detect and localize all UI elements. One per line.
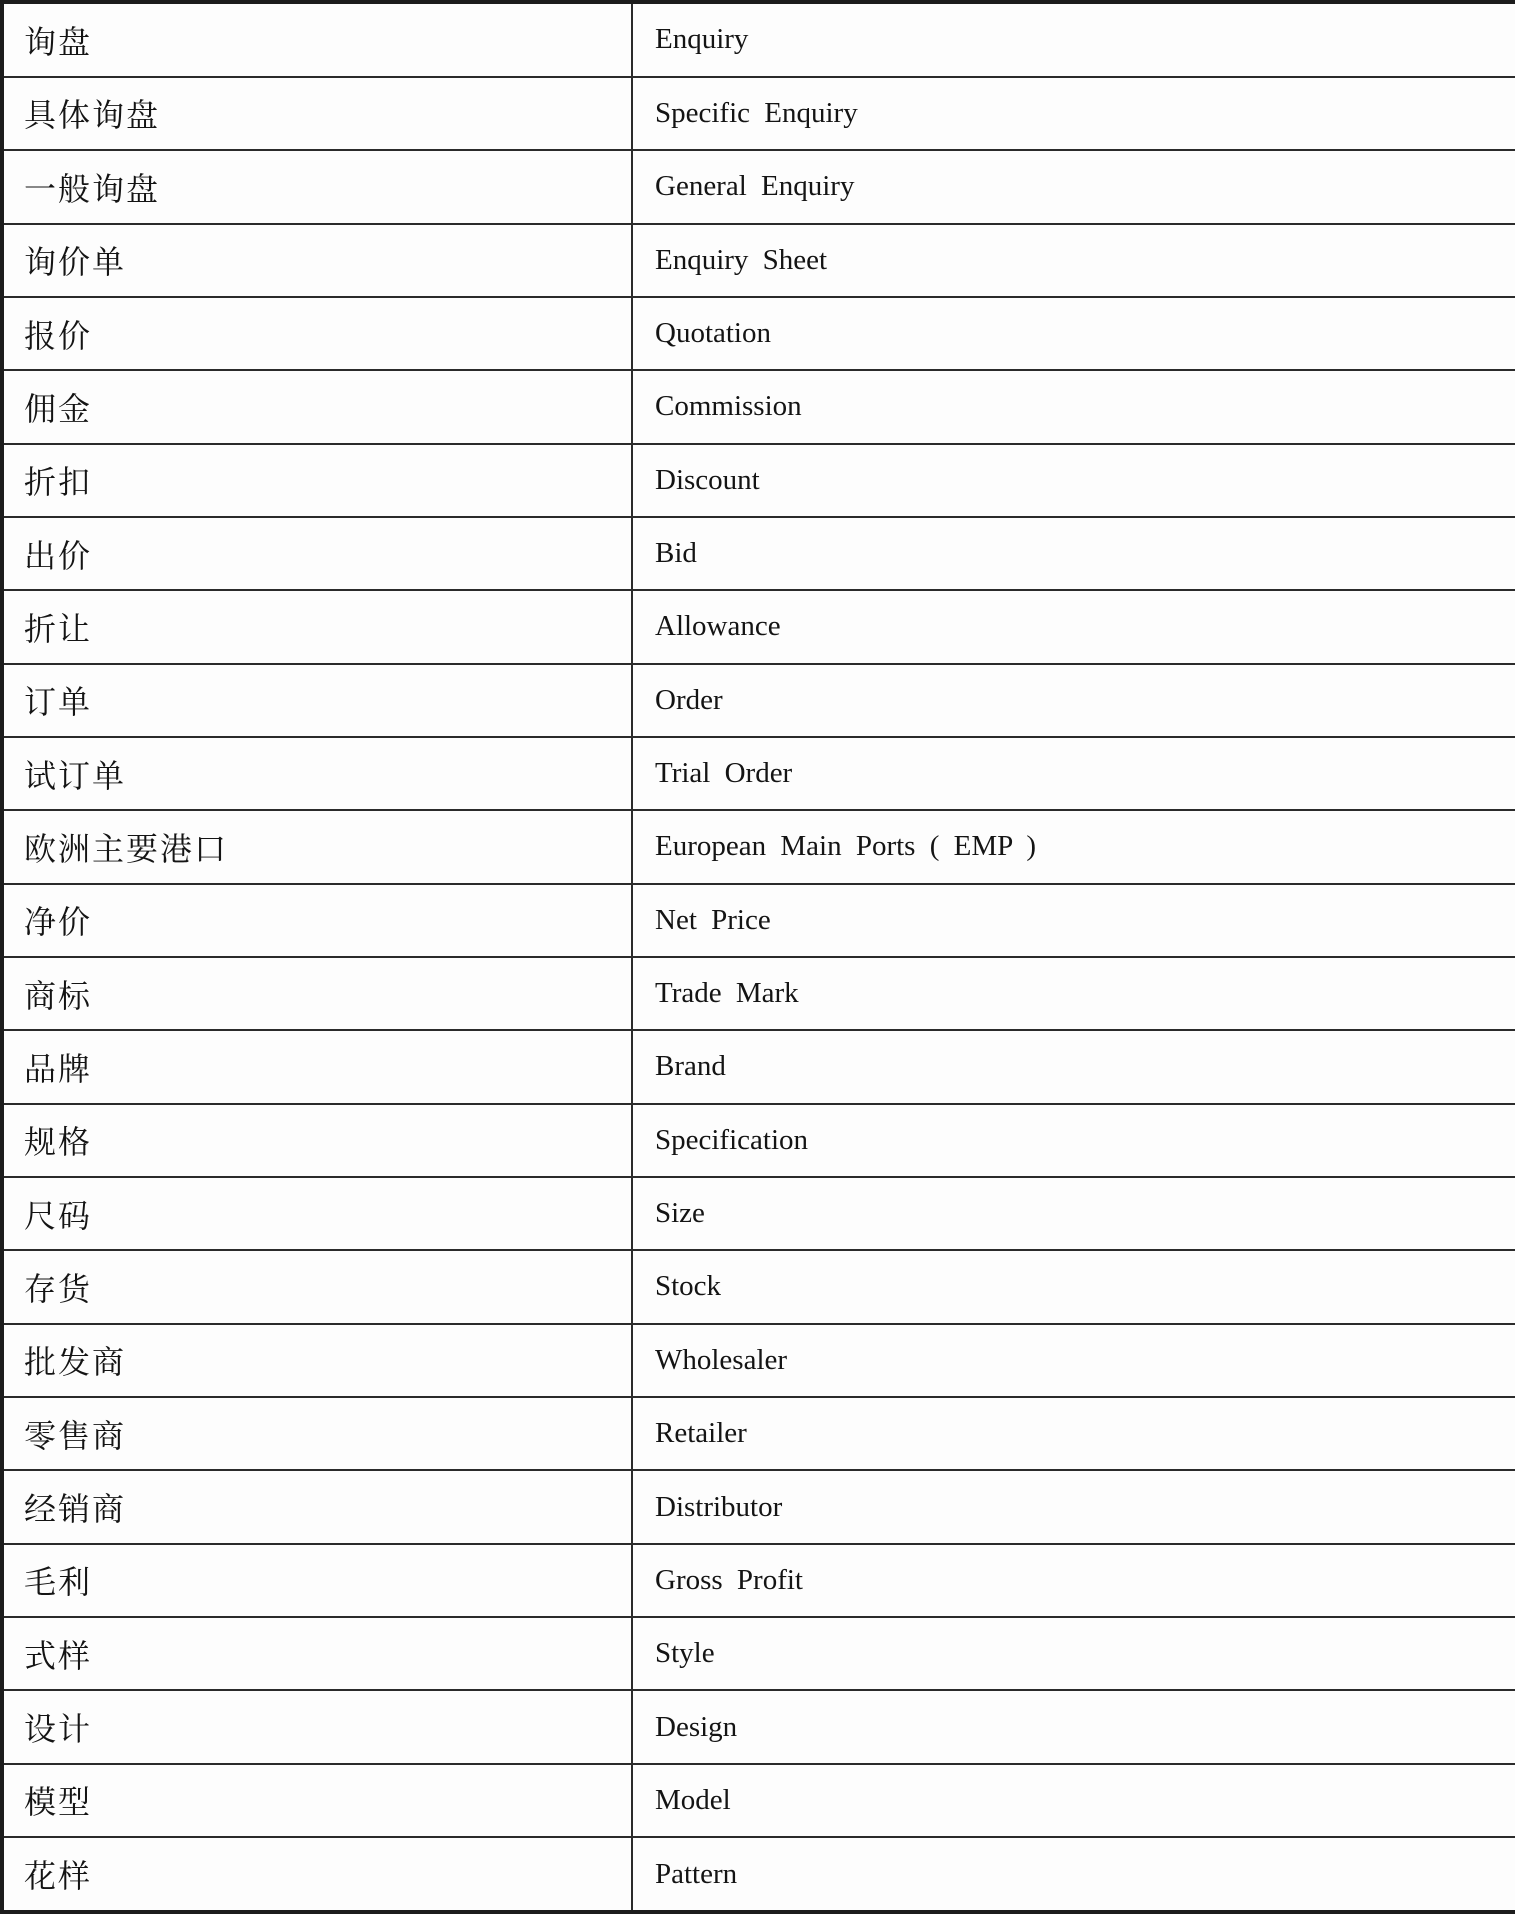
chinese-term-cell: [2, 1397, 632, 1470]
chinese-term: 毛利: [24, 1564, 93, 1601]
english-term: Size: [655, 1197, 705, 1230]
chinese-term: 一般询盘: [24, 170, 161, 207]
chinese-term-cell: [2, 224, 632, 297]
english-term: Quotation: [655, 317, 771, 350]
chinese-term: 批发商: [24, 1344, 127, 1381]
glossary-table-body: [2, 2, 1515, 1912]
chinese-term-cell: [2, 810, 632, 883]
chinese-term-cell: [2, 77, 632, 150]
english-term: Model: [655, 1783, 731, 1816]
english-term: Net Price: [655, 903, 771, 936]
english-term-cell: [632, 590, 1515, 663]
english-term-cell: [632, 444, 1515, 517]
chinese-term: 询盘: [24, 23, 93, 60]
table-row: [2, 1177, 1515, 1250]
english-term-cell: [632, 1690, 1515, 1763]
english-term-cell: [632, 1764, 1515, 1837]
chinese-term-cell: [2, 1837, 632, 1912]
chinese-term: 具体询盘: [24, 97, 161, 134]
english-term-cell: [632, 957, 1515, 1030]
chinese-term-cell: [2, 1104, 632, 1177]
chinese-term: 经销商: [24, 1491, 127, 1528]
english-term-cell: [632, 1837, 1515, 1912]
table-row: [2, 1250, 1515, 1323]
chinese-term-cell: [2, 1617, 632, 1690]
chinese-term-cell: [2, 664, 632, 737]
english-term-cell: [632, 150, 1515, 223]
chinese-term: 模型: [24, 1784, 93, 1821]
table-row: [2, 517, 1515, 590]
english-term: Gross Profit: [655, 1563, 803, 1596]
english-term: Stock: [655, 1270, 722, 1303]
english-term-cell: [632, 370, 1515, 443]
chinese-term-cell: [2, 1324, 632, 1397]
english-term: European Main Ports ( EMP ): [655, 830, 1037, 863]
english-term: General Enquiry: [655, 170, 855, 203]
table-row: [2, 150, 1515, 223]
chinese-term: 尺码: [24, 1197, 93, 1234]
chinese-term-cell: [2, 957, 632, 1030]
english-term-cell: [632, 1324, 1515, 1397]
chinese-term-cell: [2, 1764, 632, 1837]
chinese-term-cell: [2, 1470, 632, 1543]
table-row: [2, 664, 1515, 737]
english-term-cell: [632, 2, 1515, 77]
english-term-cell: [632, 1544, 1515, 1617]
english-term: Discount: [655, 463, 760, 496]
chinese-term: 试订单: [24, 757, 127, 794]
english-term-cell: [632, 1617, 1515, 1690]
table-row: [2, 1617, 1515, 1690]
english-term: Commission: [655, 390, 802, 423]
table-row: [2, 1470, 1515, 1543]
chinese-term: 折扣: [24, 464, 93, 501]
english-term-cell: [632, 884, 1515, 957]
english-term: Style: [655, 1637, 715, 1670]
english-term: Wholesaler: [655, 1343, 788, 1376]
chinese-term-cell: [2, 1690, 632, 1763]
chinese-term: 式样: [24, 1637, 93, 1674]
chinese-term: 出价: [24, 537, 93, 574]
chinese-term: 订单: [24, 684, 93, 721]
table-row: [2, 1324, 1515, 1397]
chinese-term: 佣金: [24, 390, 93, 427]
table-row: [2, 297, 1515, 370]
chinese-term: 花样: [24, 1858, 93, 1895]
table-row: [2, 224, 1515, 297]
english-term-cell: [632, 1104, 1515, 1177]
chinese-term-cell: [2, 590, 632, 663]
chinese-term: 询价单: [24, 244, 127, 281]
chinese-term-cell: [2, 1544, 632, 1617]
chinese-term-cell: [2, 517, 632, 590]
table-row: [2, 737, 1515, 810]
chinese-term-cell: [2, 737, 632, 810]
english-term-cell: [632, 810, 1515, 883]
chinese-term-cell: [2, 444, 632, 517]
english-term-cell: [632, 737, 1515, 810]
english-term: Distributor: [655, 1490, 783, 1523]
english-term: Specification: [655, 1123, 809, 1156]
table-row: [2, 884, 1515, 957]
chinese-term-cell: [2, 1177, 632, 1250]
chinese-term: 品牌: [24, 1050, 93, 1087]
english-term: Trade Mark: [655, 977, 799, 1010]
chinese-term-cell: [2, 297, 632, 370]
chinese-term: 规格: [24, 1124, 93, 1161]
table-row: [2, 77, 1515, 150]
english-term-cell: [632, 517, 1515, 590]
table-row: [2, 957, 1515, 1030]
chinese-term: 商标: [24, 977, 93, 1014]
english-term-cell: [632, 297, 1515, 370]
chinese-term: 欧洲主要港口: [24, 830, 229, 867]
english-term: Bid: [655, 537, 697, 570]
english-term: Allowance: [655, 610, 781, 643]
chinese-term-cell: [2, 2, 632, 77]
chinese-term: 报价: [24, 317, 93, 354]
table-row: [2, 1544, 1515, 1617]
table-row: [2, 1837, 1515, 1912]
english-term: Order: [655, 683, 723, 716]
table-row: [2, 1764, 1515, 1837]
table-row: [2, 444, 1515, 517]
chinese-term: 净价: [24, 904, 93, 941]
english-term: Specific Enquiry: [655, 96, 858, 129]
table-row: [2, 1690, 1515, 1763]
english-term-cell: [632, 1470, 1515, 1543]
chinese-term: 折让: [24, 610, 93, 647]
chinese-term: 设计: [24, 1711, 93, 1748]
english-term-cell: [632, 1250, 1515, 1323]
chinese-term-cell: [2, 1250, 632, 1323]
english-term: Retailer: [655, 1417, 747, 1450]
english-term: Enquiry Sheet: [655, 243, 828, 276]
english-term-cell: [632, 224, 1515, 297]
table-row: [2, 590, 1515, 663]
english-term-cell: [632, 1177, 1515, 1250]
chinese-term-cell: [2, 150, 632, 223]
english-term: Pattern: [655, 1857, 738, 1890]
chinese-term: 零售商: [24, 1417, 127, 1454]
english-term: Enquiry: [655, 23, 749, 56]
english-term: Trial Order: [655, 757, 793, 790]
chinese-term-cell: [2, 884, 632, 957]
chinese-term: 存货: [24, 1270, 93, 1307]
english-term-cell: [632, 1397, 1515, 1470]
table-row: [2, 370, 1515, 443]
english-term: Design: [655, 1710, 738, 1743]
table-row: [2, 1104, 1515, 1177]
english-term: Brand: [655, 1050, 726, 1083]
english-term-cell: [632, 1030, 1515, 1103]
english-term-cell: [632, 77, 1515, 150]
table-row: [2, 1397, 1515, 1470]
chinese-term-cell: [2, 1030, 632, 1103]
chinese-term-cell: [2, 370, 632, 443]
table-row: [2, 1030, 1515, 1103]
table-row: [2, 810, 1515, 883]
table-row: [2, 2, 1515, 77]
english-term-cell: [632, 664, 1515, 737]
